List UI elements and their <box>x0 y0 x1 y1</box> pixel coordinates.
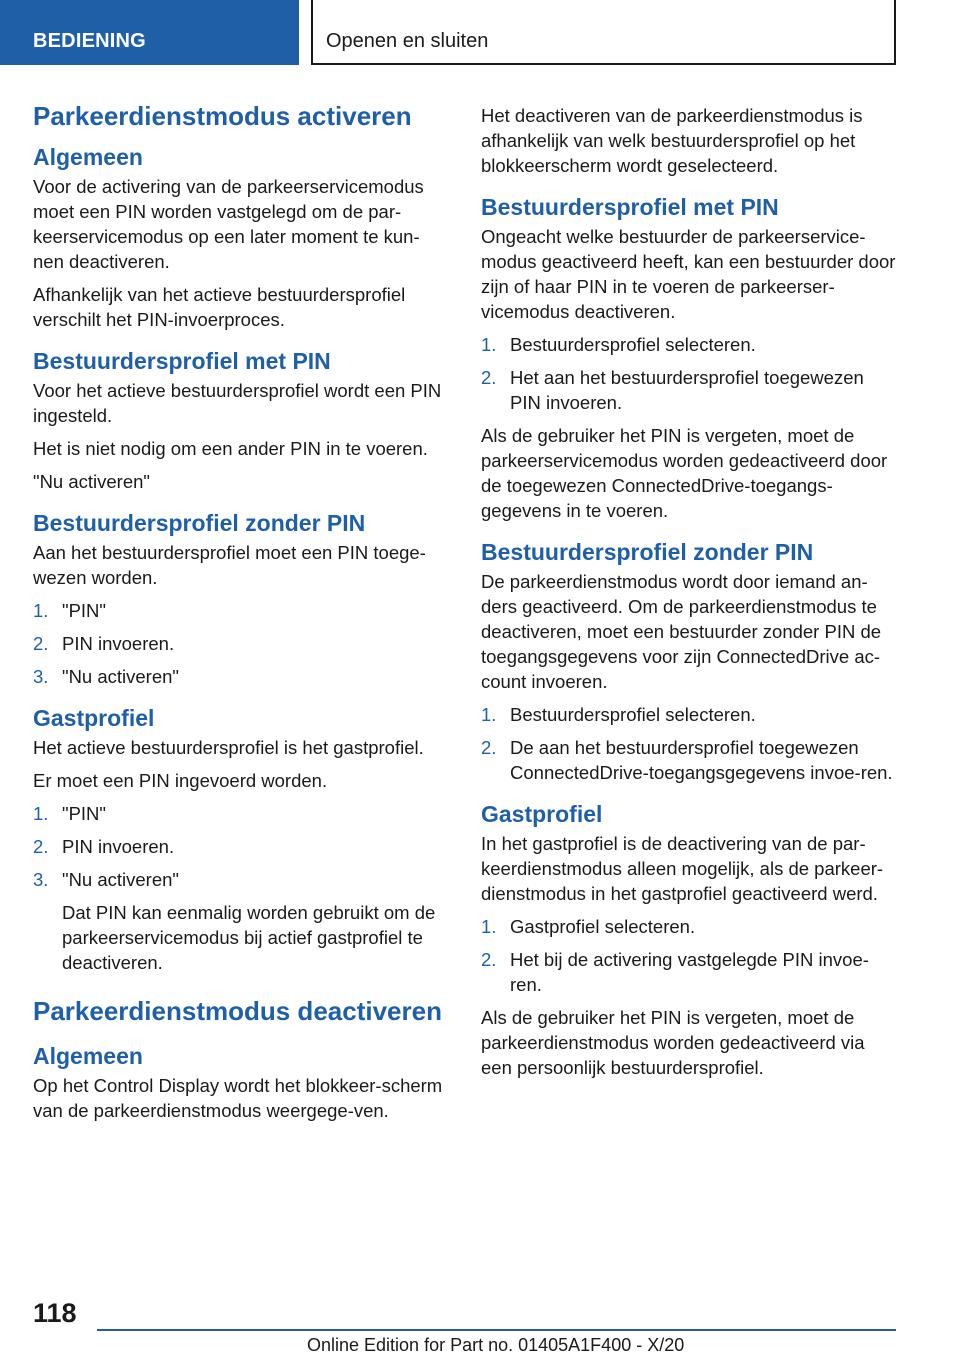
paragraph: Het actieve bestuurdersprofiel is het gastprofiel. <box>33 737 424 758</box>
left-column <box>33 100 448 1131</box>
steps-list <box>481 332 896 415</box>
list-item <box>33 598 448 623</box>
section-tab <box>0 0 299 65</box>
paragraph: Als de gebruiker het PIN is vergeten, moet de parkeerdienstmodus worden gedeactiveerd via een persoonlijk bestuurdersprofiel. <box>481 1007 865 1078</box>
heading-profile-without-pin: Bestuurdersprofiel zonder PIN <box>481 539 814 565</box>
step-number: 1. <box>481 334 497 355</box>
paragraph: Ongeacht welke bestuurder de parkeerservice-modus geactiveerd heeft, kan een bestuurder door zijn of haar PIN in te voeren de parkeerser-vicemodus deactiveren. <box>481 226 896 322</box>
step-text: PIN invoeren. <box>62 633 175 654</box>
step-number: 2. <box>33 633 49 654</box>
steps-list <box>481 914 896 997</box>
list-item <box>33 801 448 826</box>
step-text: Gastprofiel selecteren. <box>510 916 696 937</box>
step-number: 2. <box>481 949 497 970</box>
right-column <box>481 103 896 1088</box>
step-text: De aan het bestuurdersprofiel toegewezen ConnectedDrive-toegangsgegevens invoe-ren. <box>510 737 893 783</box>
paragraph: Op het Control Display wordt het blokkeer-scherm van de parkeerdienstmodus weergege-ven. <box>33 1075 443 1121</box>
section-title: BEDIENING <box>33 30 146 52</box>
heading-profile-without-pin: Bestuurdersprofiel zonder PIN <box>33 510 366 536</box>
paragraph: Het deactiveren van de parkeerdienstmodus is afhankelijk van welk bestuurdersprofiel op het blokkeerscherm wordt geselecteerd. <box>481 105 863 176</box>
list-item <box>33 631 448 656</box>
list-item <box>33 664 448 689</box>
paragraph: "Nu activeren" <box>33 471 150 492</box>
heading-deactivate: Parkeerdienstmodus deactiveren <box>33 996 442 1026</box>
heading-profile-with-pin: Bestuurdersprofiel met PIN <box>33 348 331 374</box>
heading-activate: Parkeerdienstmodus activeren <box>33 101 412 131</box>
footer-divider <box>97 1329 896 1331</box>
steps-list <box>33 598 448 689</box>
paragraph: Aan het bestuurdersprofiel moet een PIN toege-wezen worden. <box>33 542 426 588</box>
list-item <box>481 365 896 415</box>
step-text: Bestuurdersprofiel selecteren. <box>510 334 756 355</box>
list-item <box>481 735 896 785</box>
step-number: 1. <box>481 704 497 725</box>
paragraph: Afhankelijk van het actieve bestuurdersprofiel verschilt het PIN-invoerproces. <box>33 284 406 330</box>
step-text: "Nu activeren" <box>62 869 179 890</box>
paragraph: De parkeerdienstmodus wordt door iemand an-ders geactiveerd. Om de parkeerdienstmodus te deactiveren, moet een bestuurder zonder PIN de toegangsgegevens voor zijn ConnectedDrive ac-count invoeren. <box>481 571 882 692</box>
heading-general: Algemeen <box>33 1043 143 1069</box>
step-text: Het bij de activering vastgelegde PIN invoe-ren. <box>510 949 869 995</box>
step-number: 2. <box>33 836 49 857</box>
steps-list <box>481 702 896 785</box>
list-item <box>481 702 896 727</box>
paragraph: Het is niet nodig om een ander PIN in te voeren. <box>33 438 428 459</box>
heading-general: Algemeen <box>33 144 143 170</box>
chapter-title: Openen en sluiten <box>326 30 489 52</box>
steps-list <box>33 801 448 892</box>
list-item <box>481 332 896 357</box>
step-number: 2. <box>481 737 497 758</box>
step-text: "PIN" <box>62 600 106 621</box>
heading-guest-profile: Gastprofiel <box>33 705 155 731</box>
heading-guest-profile: Gastprofiel <box>481 801 603 827</box>
step-number: 2. <box>481 367 497 388</box>
step-number: 1. <box>481 916 497 937</box>
step-number: 1. <box>33 803 49 824</box>
paragraph: Als de gebruiker het PIN is vergeten, moet de parkeerservicemodus worden gedeactiveerd door de toegewezen ConnectedDrive-toegangs-gegevens in te voeren. <box>481 425 888 521</box>
page-number: 118 <box>33 1298 77 1328</box>
list-item <box>481 947 896 997</box>
footer-edition: Online Edition for Part no. 01405A1F400 - X/20 <box>307 1335 685 1355</box>
step-number: 1. <box>33 600 49 621</box>
step-text: Het aan het bestuurdersprofiel toegewezen PIN invoeren. <box>510 367 864 413</box>
paragraph: Er moet een PIN ingevoerd worden. <box>33 770 328 791</box>
list-item <box>33 834 448 859</box>
step-number: 3. <box>33 666 49 687</box>
step-note: Dat PIN kan eenmalig worden gebruikt om de parkeerservicemodus bij actief gastprofiel te deactiveren. <box>62 902 436 973</box>
step-text: PIN invoeren. <box>62 836 175 857</box>
heading-profile-with-pin: Bestuurdersprofiel met PIN <box>481 194 779 220</box>
step-number: 3. <box>33 869 49 890</box>
paragraph: Voor de activering van de parkeerservicemodus moet een PIN worden vastgelegd om de par-keerservicemodus op een later moment te kun-nen deactiveren. <box>33 176 424 272</box>
list-item <box>33 867 448 892</box>
paragraph: In het gastprofiel is de deactivering van de par-keerdienstmodus alleen mogelijk, als de parkeer-dienstmodus in het gastprofiel geactiveerd werd. <box>481 833 884 904</box>
list-item <box>481 914 896 939</box>
paragraph: Voor het actieve bestuurdersprofiel wordt een PIN ingesteld. <box>33 380 442 426</box>
chapter-header <box>311 0 896 65</box>
step-text: "PIN" <box>62 803 106 824</box>
step-text: "Nu activeren" <box>62 666 179 687</box>
step-text: Bestuurdersprofiel selecteren. <box>510 704 756 725</box>
